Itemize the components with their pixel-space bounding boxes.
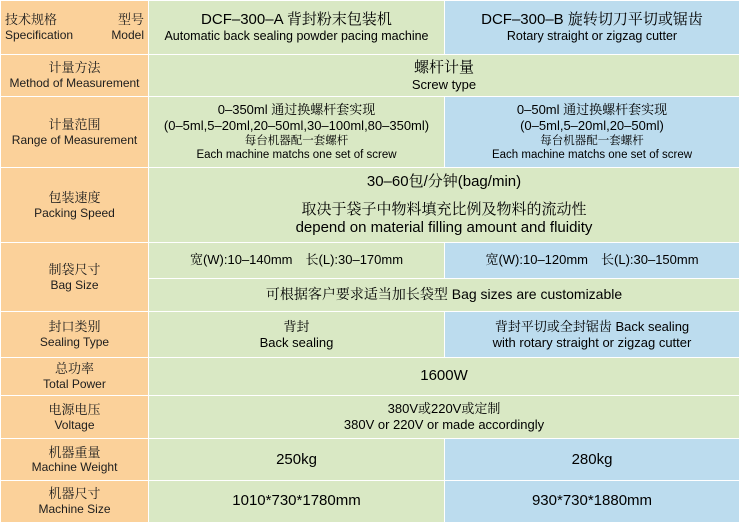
row-label-bag-size — [1, 243, 149, 312]
row-label-packing-speed — [1, 168, 149, 243]
bag-size-b: 宽(W):10–120mm 长(L):30–150mm — [485, 252, 699, 268]
row-label-en: Machine Size — [38, 502, 111, 517]
table-row — [1, 97, 739, 168]
packing-speed-line2: 取决于袋子中物料填充比例及物料的流动性 — [301, 200, 587, 218]
value-en: Screw type — [411, 76, 477, 92]
value-weight-a — [149, 439, 445, 481]
model-a-cn: DCF–300–A 背封粉末包装机 — [201, 10, 392, 28]
value-bag-size-note — [149, 278, 739, 311]
value-range-b — [445, 97, 739, 168]
row-label-en: Method of Measurement — [9, 76, 140, 91]
value-sealing-b — [445, 312, 739, 358]
value-packing-speed — [149, 168, 739, 243]
total-power-value: 1600W — [420, 367, 468, 385]
range-b-line4: Each machine matchs one set of screw — [491, 148, 693, 161]
value-sealing-a — [149, 312, 445, 358]
model-label-en: Model — [111, 28, 144, 43]
row-label-cn: 机器重量 — [48, 444, 101, 460]
row-label-en: Range of Measurement — [11, 132, 138, 147]
row-label-range-of-measurement — [1, 97, 149, 168]
value-total-power — [149, 357, 739, 395]
row-label-cn: 电源电压 — [48, 401, 101, 417]
row-label-en: Voltage — [54, 417, 95, 432]
header-column-a — [149, 1, 445, 55]
row-label-voltage — [1, 395, 149, 439]
spec-label-cn: 技术规格 — [5, 12, 58, 28]
sealing-b-line2: with rotary straight or zigzag cutter — [492, 334, 692, 350]
range-a-line3: 每台机器配一套螺杆 — [244, 134, 349, 147]
value-cn: 螺杆计量 — [413, 58, 474, 76]
packing-speed-line3: depend on material filling amount and fluidity — [295, 219, 593, 237]
value-range-a — [149, 97, 445, 168]
table-row — [1, 168, 739, 243]
row-label-machine-weight — [1, 439, 149, 481]
row-label-en: Total Power — [43, 376, 106, 391]
table-row — [1, 357, 739, 395]
row-label-total-power — [1, 357, 149, 395]
range-a-line2: (0–5ml,5–20ml,20–50ml,30–100ml,80–350ml) — [163, 118, 430, 133]
bag-size-note: 可根据客户要求适当加长袋型 Bag sizes are customizable — [265, 286, 623, 303]
packing-speed-line1: 30–60包/分钟(bag/min) — [366, 172, 522, 190]
row-label-en: Machine Weight — [31, 460, 118, 475]
range-a-line1: 0–350ml 通过换螺杆套实现 — [217, 102, 376, 118]
size-b-value: 930*730*1880mm — [531, 492, 653, 510]
voltage-line2: 380V or 220V or made accordingly — [343, 416, 545, 432]
value-size-b — [445, 481, 739, 523]
row-label-cn: 计量方法 — [48, 60, 101, 76]
value-weight-b — [445, 439, 739, 481]
row-label-en: Sealing Type — [39, 335, 110, 350]
sealing-b-line1: 背封平切或全封锯齿 Back sealing — [494, 318, 690, 334]
spec-label-en: Specification — [5, 28, 74, 43]
row-label-cn: 总功率 — [54, 361, 94, 377]
table-header-row — [1, 1, 739, 55]
row-label-cn: 计量范围 — [48, 116, 101, 132]
header-column-b — [445, 1, 739, 55]
row-label-en: Bag Size — [50, 277, 99, 292]
value-bag-size-b — [445, 243, 739, 278]
weight-a-value: 250kg — [276, 450, 317, 468]
range-b-line2: (0–5ml,5–20ml,20–50ml) — [520, 118, 664, 133]
range-a-line4: Each machine matchs one set of screw — [196, 148, 397, 161]
header-spec-model-cell — [1, 1, 149, 55]
row-label-cn: 封口类别 — [48, 319, 101, 335]
row-label-en: Packing Speed — [34, 205, 115, 220]
row-label-cn: 机器尺寸 — [48, 486, 101, 502]
table-row — [1, 55, 739, 97]
size-a-value: 1010*730*1780mm — [232, 492, 361, 510]
table-row — [1, 312, 739, 358]
row-label-machine-size — [1, 481, 149, 523]
range-b-line1: 0–50ml 通过换螺杆套实现 — [516, 102, 668, 118]
table-row — [1, 243, 739, 278]
table-row — [1, 439, 739, 481]
range-b-line3: 每台机器配一套螺杆 — [540, 134, 644, 147]
model-b-cn: DCF–300–B 旋转切刀平切或锯齿 — [481, 10, 703, 28]
value-voltage — [149, 395, 739, 439]
row-label-method-of-measurement — [1, 55, 149, 97]
row-label-cn: 包装速度 — [48, 189, 101, 205]
value-size-a — [149, 481, 445, 523]
value-bag-size-a — [149, 243, 445, 278]
sealing-a-line1: 背封 — [283, 318, 310, 334]
value-method-of-measurement — [149, 55, 739, 97]
model-b-en: Rotary straight or zigzag cutter — [506, 29, 678, 44]
bag-size-a: 宽(W):10–140mm 长(L):30–170mm — [189, 252, 404, 268]
voltage-line1: 380V或220V或定制 — [387, 401, 501, 417]
table-row — [1, 481, 739, 523]
table-row — [1, 395, 739, 439]
weight-b-value: 280kg — [571, 450, 613, 468]
row-label-sealing-type — [1, 312, 149, 358]
row-label-cn: 制袋尺寸 — [48, 261, 101, 277]
model-label-cn: 型号 — [117, 12, 144, 28]
model-a-en: Automatic back sealing powder pacing machine — [164, 29, 429, 44]
sealing-a-line2: Back sealing — [259, 334, 334, 350]
